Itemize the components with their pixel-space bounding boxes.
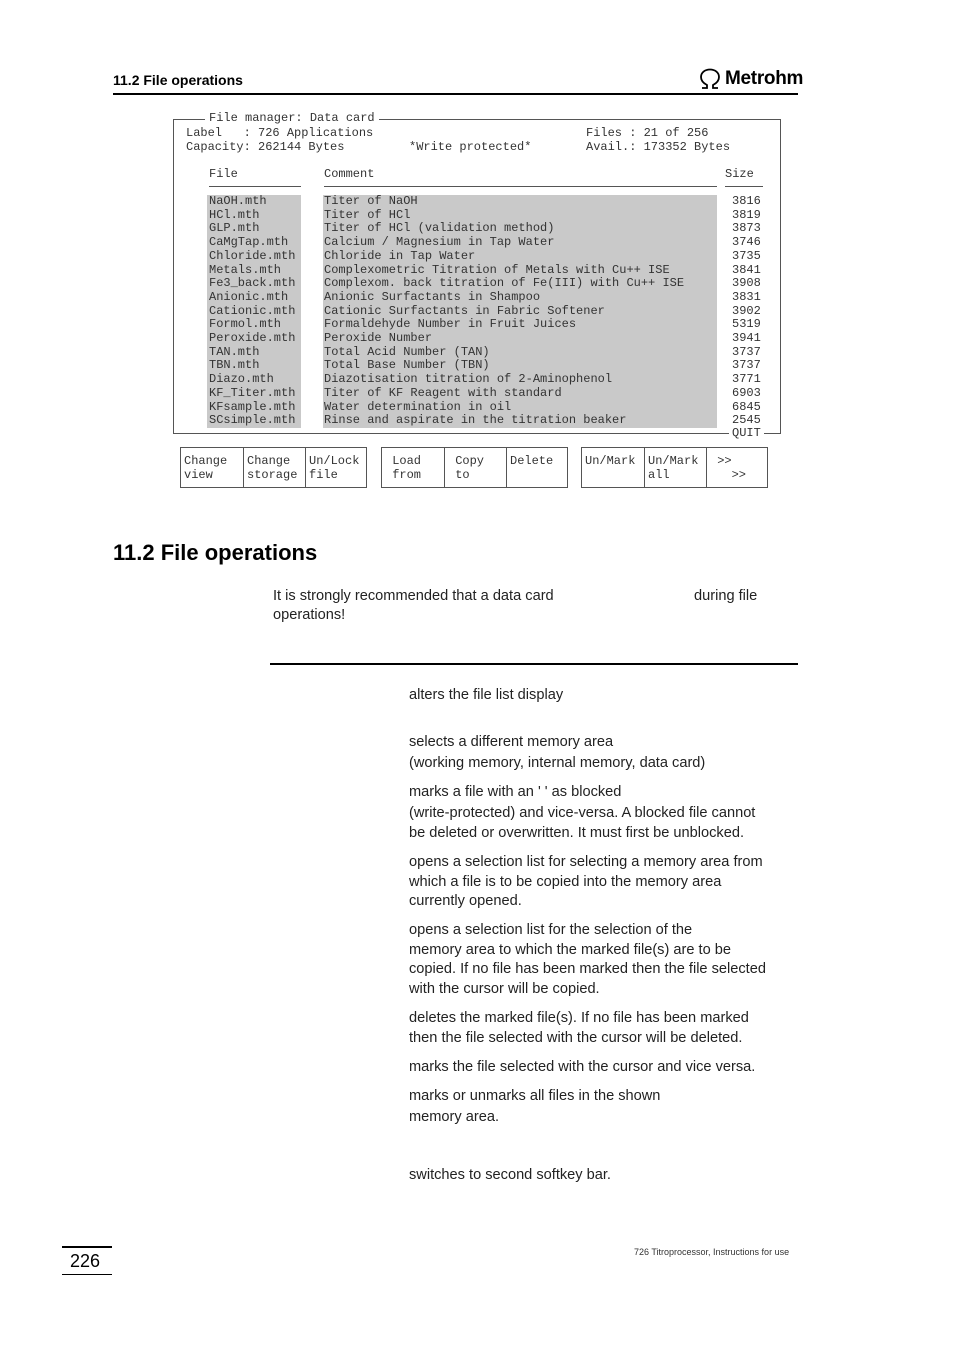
file-comment: Titer of NaOH [324,194,418,208]
desc-unmark-all-1: marks or unmarks all files in the shown [409,1088,661,1104]
softkey-unmark[interactable]: Un/Mark [585,454,636,468]
file-size: 3737 [732,358,761,373]
page-number-rule-bottom [62,1274,112,1275]
file-row[interactable] [209,387,769,401]
softkey-unlock-file[interactable]: Un/Lock file [305,448,366,487]
column-header-size: Size [725,167,754,181]
desc-copy-4: with the cursor will be copied. [409,981,600,997]
file-name: Chloride.mth [209,248,296,263]
file-comment: Anionic Surfactants in Shampoo [324,289,541,304]
desc-copy-2: memory area to which the marked file(s) are to be [409,942,732,958]
omega-icon [698,68,722,90]
file-comment: Titer of HCl [324,207,411,222]
file-comment: Complexometric Titration of Metals with Cu++ ISE [324,262,670,277]
desc-unlock-1: marks a file with an ' ' as blocked [409,784,622,800]
file-row[interactable] [209,346,769,360]
file-row[interactable] [209,209,769,223]
desc-unlock-3: be deleted or overwritten. It must first be unblocked. [409,825,745,841]
footer-doc-title: 726 Titroprocessor, Instructions for use [634,1247,790,1257]
desc-change-storage-2: (working memory, internal memory, data card) [409,755,706,771]
desc-unmark: marks the file selected with the cursor and vice versa. [409,1059,756,1075]
file-name: KF_Titer.mth [209,385,296,400]
file-size: 3737 [732,344,761,359]
softkey-delete[interactable]: Delete [506,448,567,487]
file-name: TBN.mth [209,358,260,373]
file-name: CaMgTap.mth [209,235,289,250]
frame-title: File manager: Data card [205,112,379,126]
file-name: Diazo.mth [209,372,274,387]
file-name: Cationic.mth [209,303,296,318]
file-comment: Peroxide Number [324,331,433,345]
file-comment: Rinse and aspirate in the titration beaker [324,413,627,428]
label-line: Label : 726 Applications [186,126,374,140]
file-comment: Total Base Number (TBN) [324,358,490,373]
desc-load-1: opens a selection list for selecting a memory area from [409,854,763,870]
file-comment: Water determination in oil [324,399,512,414]
desc-change-storage-1: selects a different memory area [409,734,614,750]
desc-copy-3: copied. If no file has been marked then the file selected [409,961,766,977]
desc-unlock-2: (write-protected) and vice-versa. A blocked file cannot [409,805,756,821]
desc-change-view: alters the file list display [409,687,564,703]
note-text-c: operations! [273,607,346,623]
capacity-line: Capacity: 262144 Bytes [186,140,345,154]
file-row[interactable] [209,414,769,428]
file-size: 6903 [732,385,761,400]
softkey-change-view[interactable]: Change view [184,454,228,482]
file-row[interactable] [209,401,769,415]
file-size: 3873 [732,221,761,236]
file-size: 3841 [732,262,761,277]
file-row[interactable] [209,277,769,291]
softkey-load-from[interactable]: Load from [392,454,422,482]
comment-column-underline [324,186,717,187]
desc-load-3: currently opened. [409,893,522,909]
file-size: 3735 [732,248,761,263]
table-rule [270,663,798,665]
page-number-rule-top [62,1246,112,1248]
file-size: 3771 [732,372,761,387]
file-size: 3816 [732,194,761,208]
file-size: 3908 [732,276,761,291]
file-size: 3941 [732,331,761,345]
size-column-underline [725,186,763,187]
column-header-file: File [209,167,238,181]
file-name: Formol.mth [209,317,282,332]
desc-unmark-all-2: memory area. [409,1109,500,1125]
file-name: Peroxide.mth [209,331,296,345]
header-rule [113,93,798,95]
file-size: 6845 [732,399,761,414]
page-number: 226 [70,1251,101,1271]
file-name: TAN.mth [209,344,260,359]
file-row[interactable] [209,264,769,278]
file-size: 5319 [732,317,761,332]
note-text-b: during file [694,588,758,604]
file-comment: Complexom. back titration of Fe(III) with Cu++ ISE [324,276,685,291]
file-row[interactable] [209,305,769,319]
file-size: 3746 [732,235,761,250]
file-column-underline [209,186,301,187]
file-comment: Formaldehyde Number in Fruit Juices [324,317,577,332]
column-header-comment: Comment [324,167,375,181]
file-row[interactable] [209,291,769,305]
desc-load-2: which a file is to be copied into the memory area [409,874,722,890]
file-comment: Titer of KF Reagent with standard [324,385,562,400]
write-protect-flag: *Write protected* [409,140,532,154]
softkey-unmark-all[interactable]: Un/Mark all [644,448,706,487]
file-comment: Cationic Surfactants in Fabric Softener [324,303,605,318]
softkey-group-2 [381,447,568,488]
file-row[interactable] [209,373,769,387]
softkey-group-3 [581,447,768,488]
file-row[interactable] [209,318,769,332]
section-title: 11.2 File operations [113,540,318,565]
file-comment: Calcium / Magnesium in Tap Water [324,235,555,250]
softkey-copy-to[interactable]: Copy to [444,448,506,487]
file-name: GLP.mth [209,221,260,236]
softkey-change-storage[interactable]: Change storage [243,448,305,487]
file-row[interactable] [209,195,769,209]
file-row[interactable] [209,359,769,373]
file-name: KFsample.mth [209,399,296,414]
file-name: Fe3_back.mth [209,276,296,291]
file-size: 2545 [732,413,761,428]
file-name: NaOH.mth [209,194,267,208]
file-row[interactable] [209,222,769,236]
file-name: Anionic.mth [209,289,289,304]
file-row[interactable] [209,236,769,250]
file-name: Metals.mth [209,262,282,277]
running-header: 11.2 File operations [113,72,243,88]
desc-delete-2: then the file selected with the cursor will be deleted. [409,1030,743,1046]
desc-next-bar: switches to second softkey bar. [409,1167,611,1183]
file-comment: Diazotisation titration of 2-Aminophenol [324,372,613,387]
quit-label[interactable]: QUIT [729,427,764,441]
file-size: 3902 [732,303,761,318]
desc-delete-1: deletes the marked file(s). If no file has been marked [409,1010,749,1026]
file-size: 3831 [732,289,761,304]
file-comment: Total Acid Number (TAN) [324,344,490,359]
brand-logo [698,66,803,92]
file-name: HCl.mth [209,207,260,222]
softkey-next-bar[interactable]: >> >> [706,448,767,487]
file-name: SCsimple.mth [209,413,296,428]
avail-line: Avail.: 173352 Bytes [586,140,731,154]
file-row[interactable] [209,332,769,346]
file-comment: Chloride in Tap Water [324,248,476,263]
file-row[interactable] [209,250,769,264]
desc-copy-1: opens a selection list for the selection of the [409,922,693,938]
brand-name: Metrohm [725,68,804,89]
file-size: 3819 [732,207,761,222]
note-text-a: It is strongly recommended that a data card [273,588,554,604]
files-count: Files : 21 of 256 [586,126,709,140]
file-comment: Titer of HCl (validation method) [324,221,555,236]
softkey-group-1 [180,447,367,488]
